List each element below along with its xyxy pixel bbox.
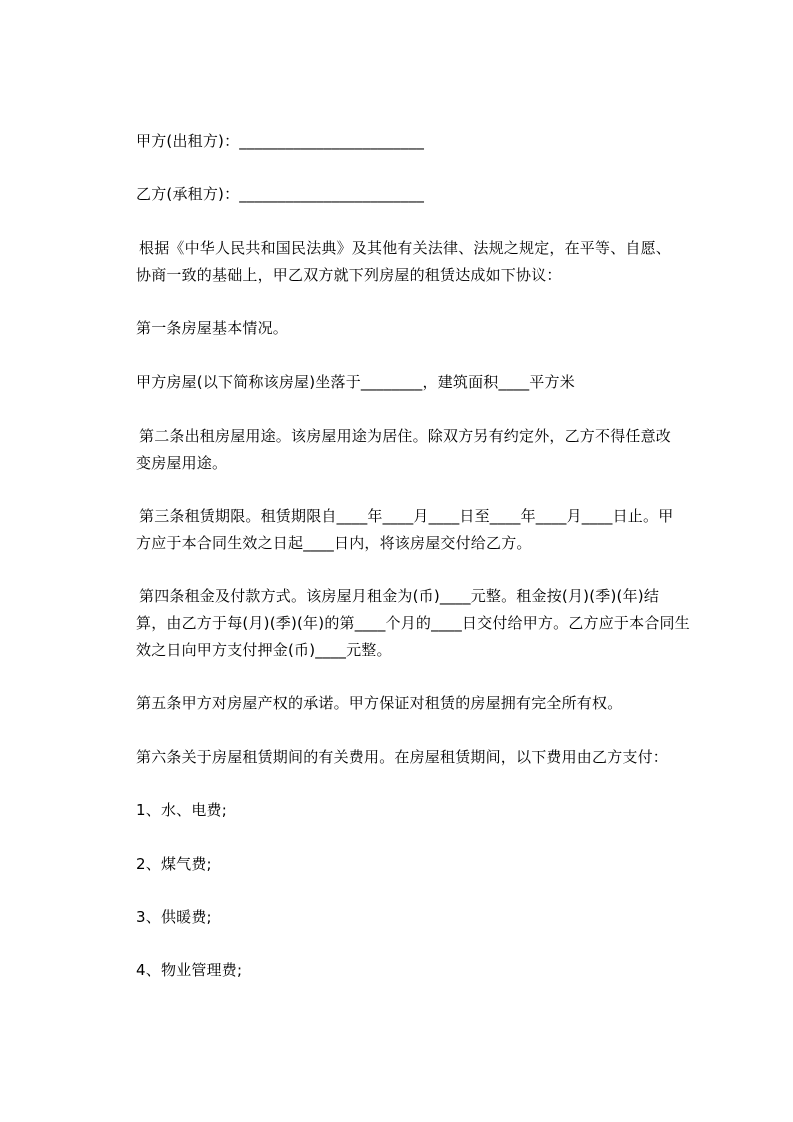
- article-3-line-1: 第三条租赁期限。租赁期限自____年____月____日至____年____月____日止。甲: [139, 507, 674, 525]
- article-4-line-3: 效之日向甲方支付押金(币)____元整。: [136, 641, 392, 659]
- article-3-line-2: 方应于本合同生效之日起____日内，将该房屋交付给乙方。: [136, 534, 532, 552]
- article-1-body: 甲方房屋(以下简称该房屋)坐落于________，建筑面积____平方米: [136, 373, 575, 391]
- fee-item: 4、物业管理费;: [136, 961, 243, 979]
- article-6: 第六条关于房屋租赁期间的有关费用。在房屋租赁期间，以下费用由乙方支付：: [136, 748, 669, 766]
- fee-item: 1、水、电费;: [136, 801, 227, 819]
- intro-line-1: 根据《中华人民共和国民法典》及其他有关法律、法规之规定，在平等、自愿、: [139, 239, 672, 257]
- article-2-line-1: 第二条出租房屋用途。该房屋用途为居住。除双方另有约定外，乙方不得任意改: [139, 427, 672, 445]
- article-1-title: 第一条房屋基本情况。: [136, 319, 289, 337]
- article-4-line-2: 算，由乙方于每(月)(季)(年)的第____个月的____日交付给甲方。乙方应于本合同生: [136, 614, 690, 632]
- intro-line-2: 协商一致的基础上，甲乙双方就下列房屋的租赁达成如下协议：: [136, 266, 562, 284]
- fee-item: 3、供暖费;: [136, 908, 212, 926]
- article-4-line-1: 第四条租金及付款方式。该房屋月租金为(币)____元整。租金按(月)(季)(年)结: [139, 587, 660, 605]
- party-a-line: 甲方(出租方)：________________________: [136, 132, 425, 150]
- party-b-line: 乙方(承租方)：________________________: [136, 185, 425, 203]
- fee-item: 2、煤气费;: [136, 855, 212, 873]
- article-5: 第五条甲方对房屋产权的承诺。甲方保证对租赁的房屋拥有完全所有权。: [136, 694, 623, 712]
- article-2-line-2: 变房屋用途。: [136, 454, 228, 472]
